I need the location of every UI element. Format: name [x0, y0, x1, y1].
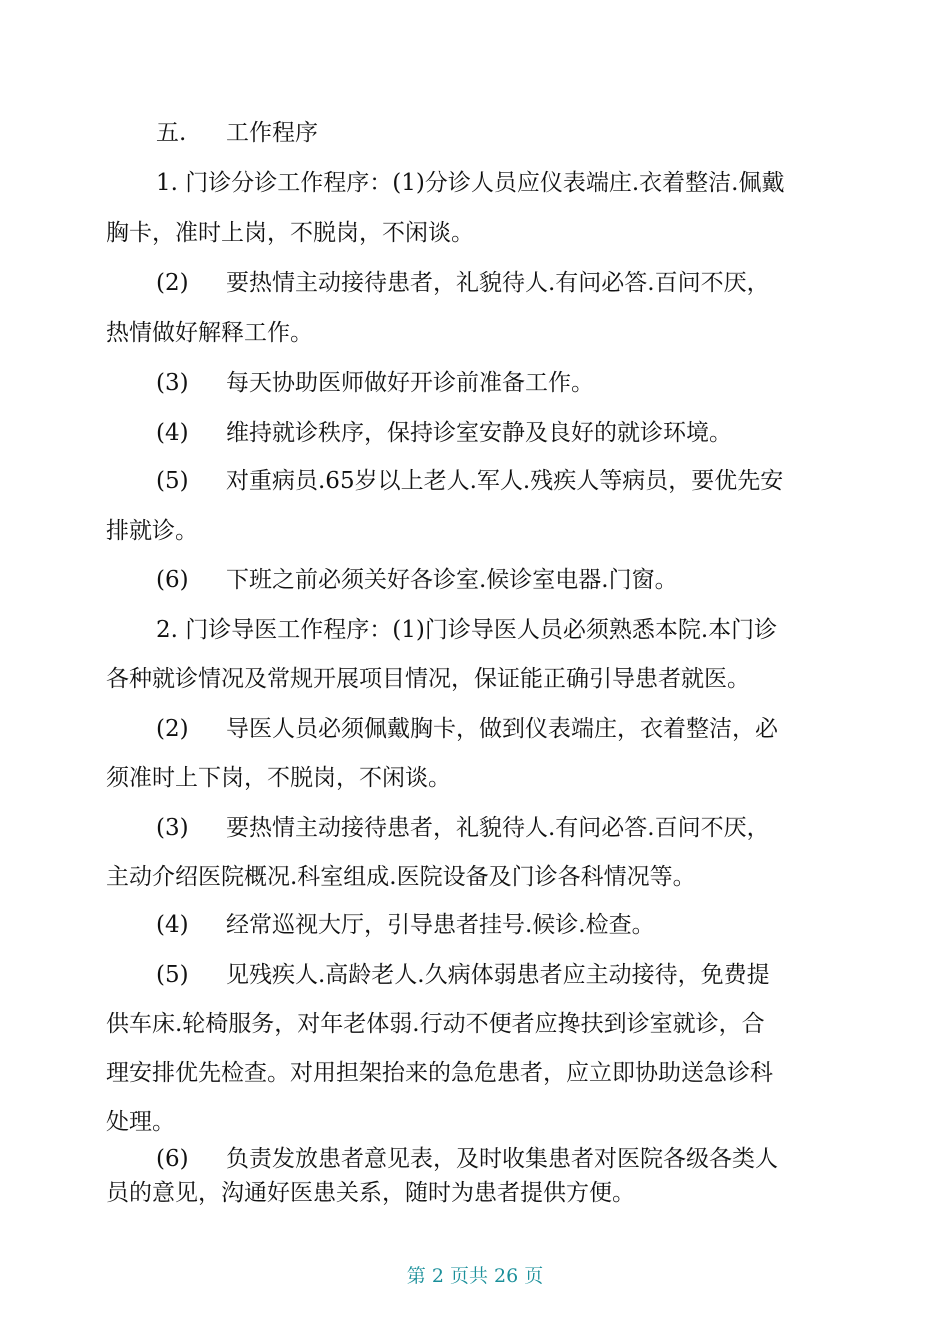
line-text: 要热情主动接待患者，礼貌待人.有问必答.百问不厌，: [226, 270, 770, 296]
line-text: 理安排优先检查。对用担架抬来的急危患者，应立即协助送急诊科: [106, 1060, 773, 1086]
line-text: 供车床.轮椅服务，对年老体弱.行动不便者应搀扶到诊室就诊，合: [106, 1011, 765, 1037]
section-title: 工作程序: [226, 120, 318, 146]
line-text: 胸卡，准时上岗，不脱岗，不闲谈。: [106, 220, 474, 246]
item-number: (2): [156, 270, 189, 296]
line-text: 下班之前必须关好各诊室.候诊室电器.门窗。: [226, 567, 678, 593]
item-number: (2): [156, 716, 189, 742]
section-number: 五.: [156, 120, 187, 146]
line-text: 维持就诊秩序，保持诊室安静及良好的就诊环境。: [226, 420, 732, 446]
item-number: (3): [156, 370, 189, 396]
line-text: 经常巡视大厅，引导患者挂号.候诊.检查。: [226, 912, 655, 938]
line-text: 导医人员必须佩戴胸卡，做到仪表端庄，衣着整洁，必: [226, 716, 778, 742]
line-text: 热情做好解释工作。: [106, 320, 313, 346]
line-text: 各种就诊情况及常规开展项目情况，保证能正确引导患者就医。: [106, 666, 750, 692]
line-text: 主动介绍医院概况.科室组成.医院设备及门诊各科情况等。: [106, 864, 696, 890]
item-number: (6): [156, 567, 189, 593]
item-number: (3): [156, 815, 189, 841]
item-number: (4): [156, 912, 189, 938]
line-text: 负责发放患者意见表，及时收集患者对医院各级各类人: [226, 1146, 778, 1172]
item-number: (5): [156, 468, 189, 494]
line-text: 2. 门诊导医工作程序：(1)门诊导医人员必须熟悉本院.本门诊: [156, 617, 778, 643]
item-number: (4): [156, 420, 189, 446]
line-text: 须准时上下岗，不脱岗，不闲谈。: [106, 765, 451, 791]
line-text: 要热情主动接待患者，礼貌待人.有问必答.百问不厌，: [226, 815, 770, 841]
item-number: (6): [156, 1146, 189, 1172]
line-text: 每天协助医师做好开诊前准备工作。: [226, 370, 594, 396]
line-text: 1. 门诊分诊工作程序：(1)分诊人员应仪表端庄.衣着整洁.佩戴: [156, 170, 785, 196]
line-text: 排就诊。: [106, 518, 198, 544]
line-text: 对重病员.65岁以上老人.军人.残疾人等病员，要优先安: [226, 468, 784, 494]
line-text: 员的意见，沟通好医患关系，随时为患者提供方便。: [106, 1180, 635, 1206]
line-text: 见残疾人.高龄老人.久病体弱患者应主动接待，免费提: [226, 962, 770, 988]
line-text: 处理。: [106, 1109, 175, 1135]
item-number: (5): [156, 962, 189, 988]
page-footer: 第 2 页共 26 页: [406, 1265, 544, 1287]
